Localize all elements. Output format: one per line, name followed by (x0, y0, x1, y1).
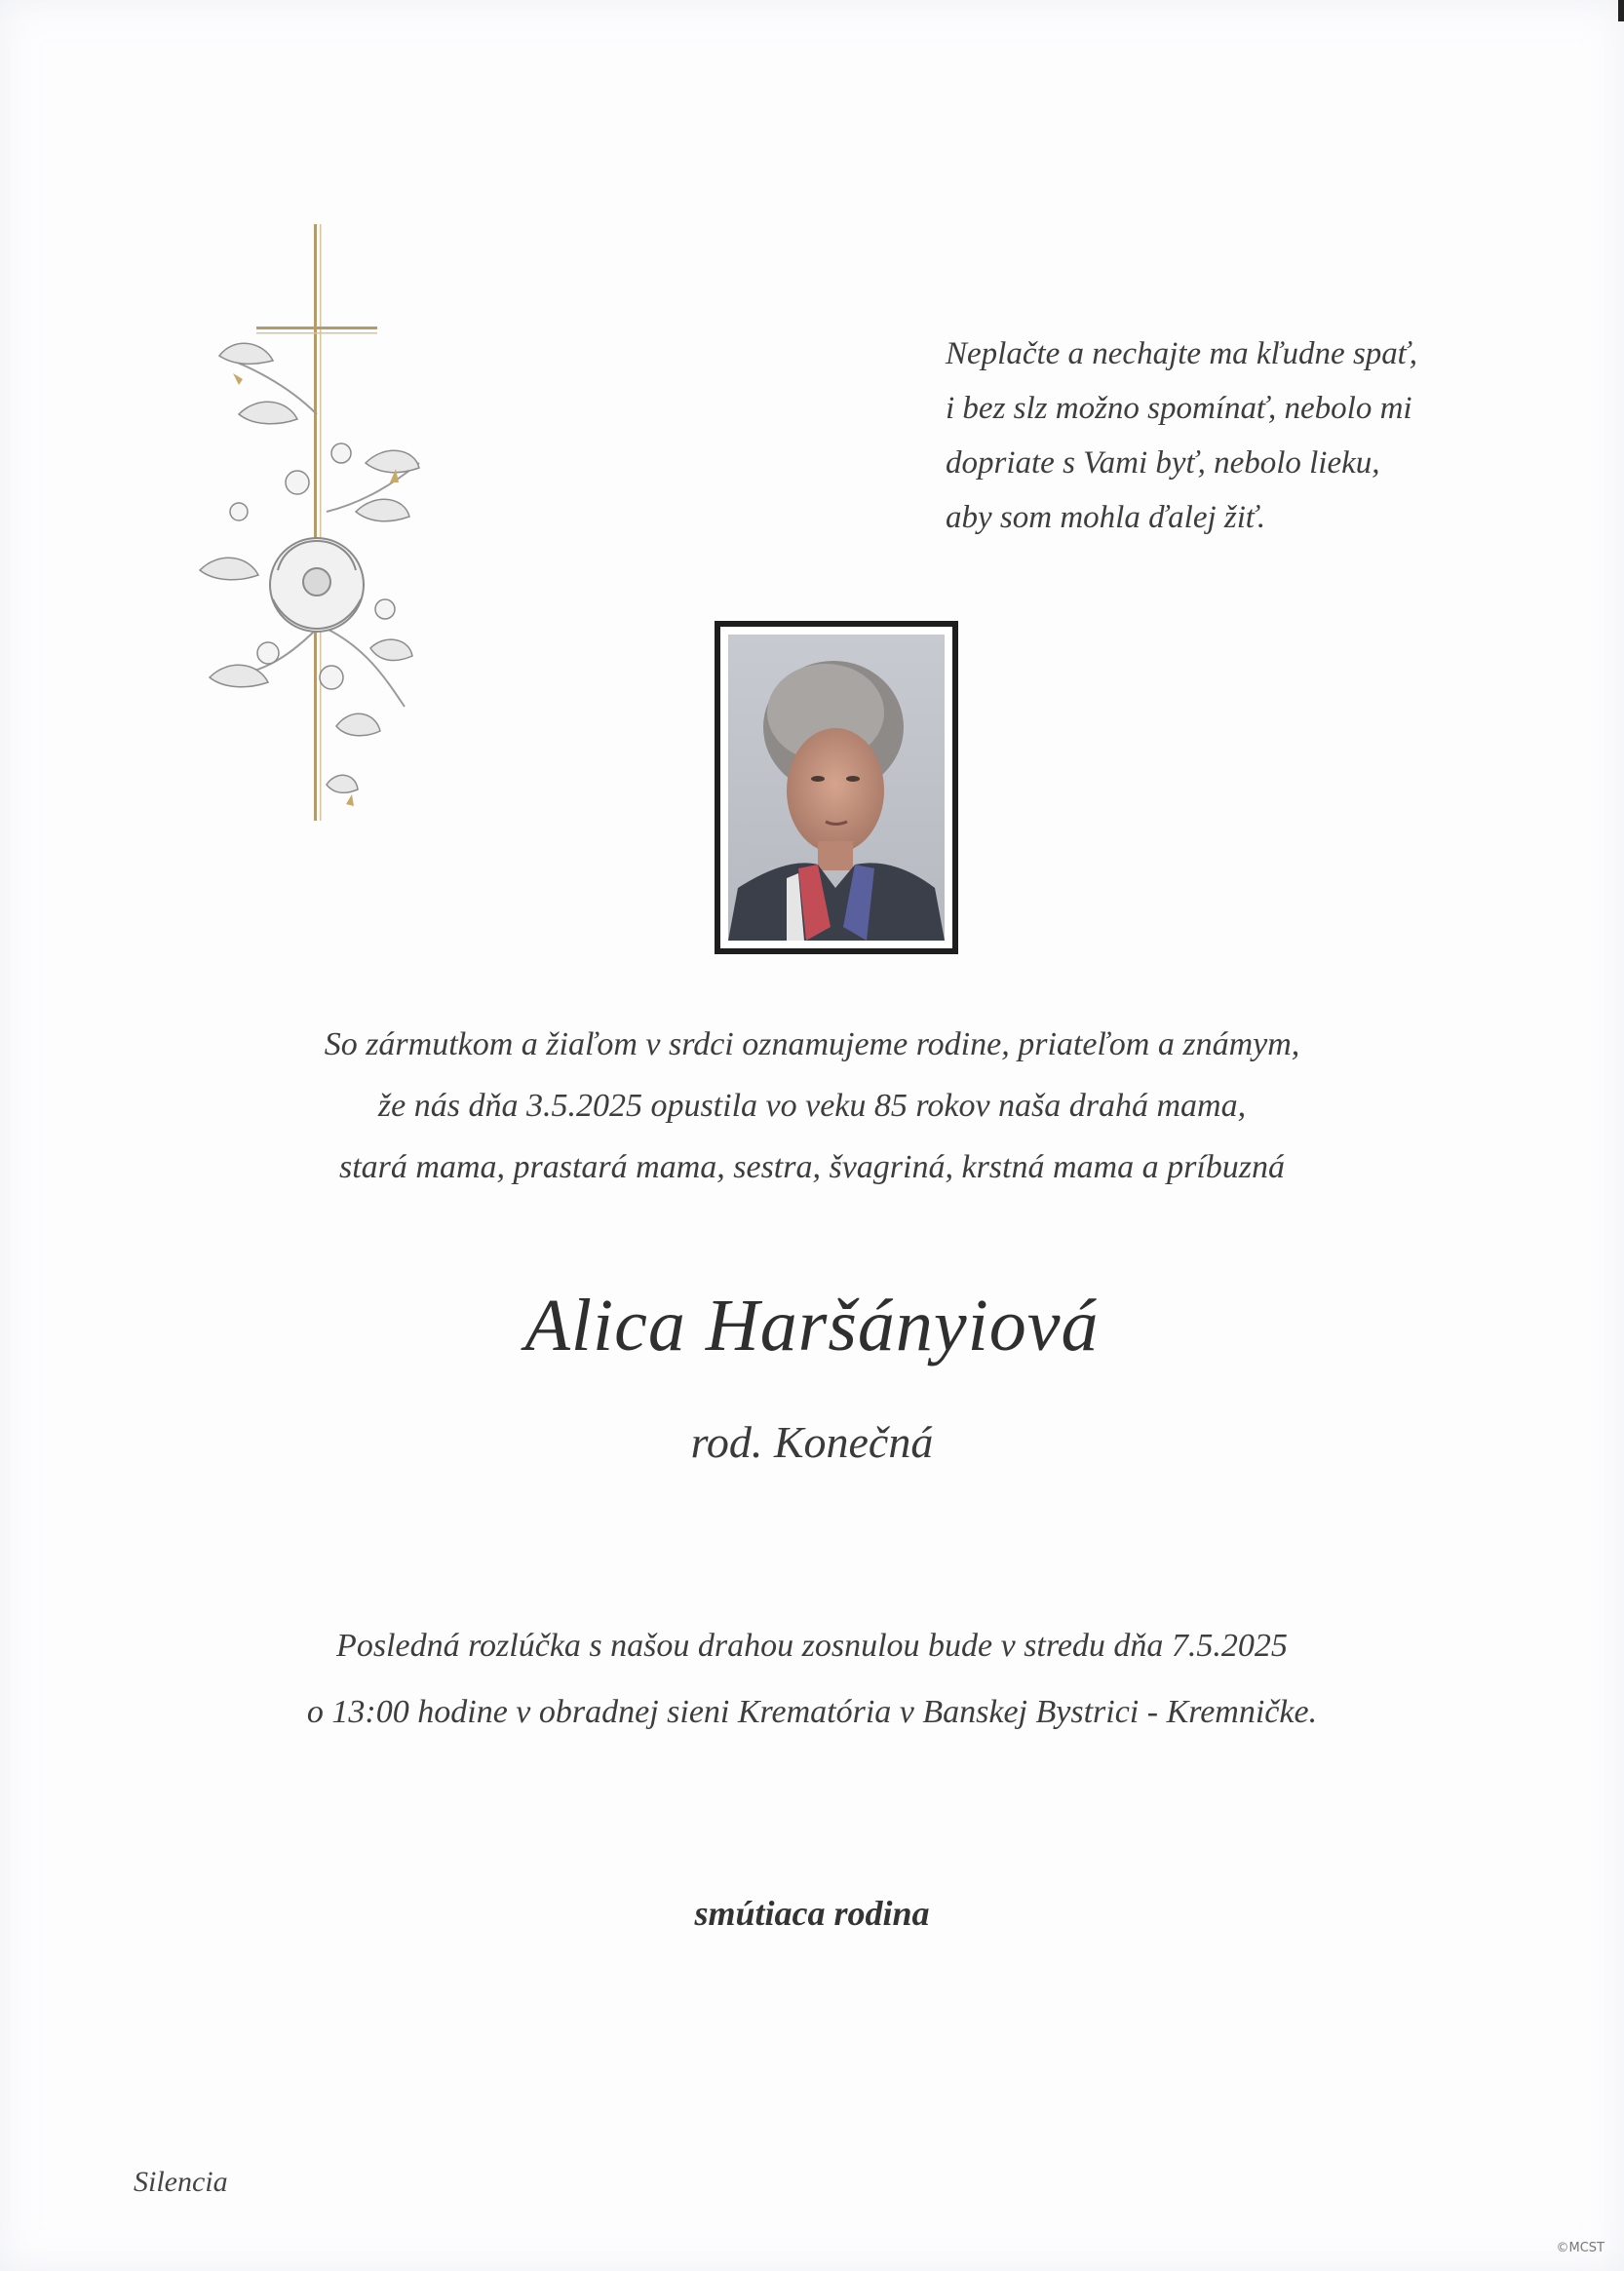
farewell-info (178, 1613, 1446, 1746)
poem-line: i bez slz možno spomínať, nebolo mi (946, 391, 1412, 426)
announcement-line: stará mama, prastará mama, sestra, švagriná, krstná mama a príbuzná (338, 1149, 1285, 1185)
scan-edge-mark (1618, 0, 1624, 21)
deceased-name: Alica Haršányiová (524, 1285, 1100, 1366)
poem (946, 327, 1491, 545)
announcement-line: So zármutkom a žiaľom v srdci oznamujeme rodine, priateľom a známym, (324, 1026, 1300, 1062)
portrait-photo-frame (715, 621, 958, 954)
family-signature: smútiaca rodina (694, 1894, 930, 1933)
poem-line: dopriate s Vami byť, nebolo lieku, (946, 445, 1380, 481)
portrait-photo (720, 627, 952, 948)
announcement-line: že nás dňa 3.5.2025 opustila vo veku 85 rokov naša drahá mama, (377, 1088, 1247, 1124)
poem-line: Neplačte a nechajte ma kľudne spať, (946, 336, 1418, 371)
cross-with-flowers-icon (180, 219, 434, 824)
brand-name: Silencia (134, 2166, 228, 2198)
farewell-line: Posledná rozlúčka s našou drahou zosnulou bude v stredu dňa 7.5.2025 (336, 1628, 1288, 1664)
poem-line: aby som mohla ďalej žiť. (946, 500, 1266, 535)
portrait-photo-image (728, 635, 945, 941)
copyright-mark: ©MCST (1556, 2241, 1605, 2255)
maiden-name: rod. Konečná (690, 1417, 934, 1467)
farewell-line: o 13:00 hodine v obradnej sieni Krematória v Banskej Bystrici - Kremničke. (306, 1694, 1318, 1730)
announcement-text (178, 1014, 1446, 1198)
